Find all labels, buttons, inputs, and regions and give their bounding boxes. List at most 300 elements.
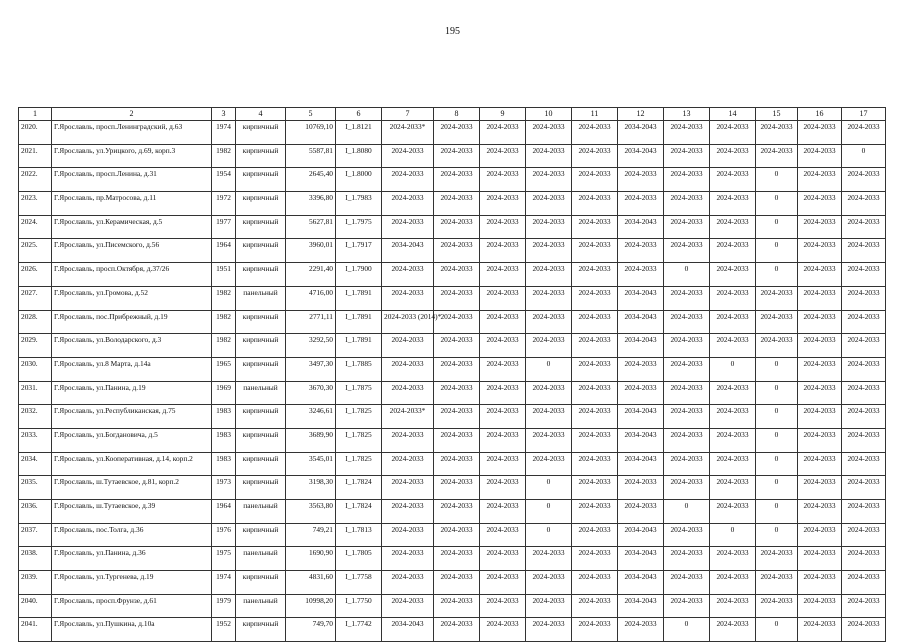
table-cell: 0: [664, 618, 710, 642]
table-cell: 0: [756, 263, 798, 287]
table-cell: 2024-2033: [572, 405, 618, 429]
table-cell: 2024-2033: [382, 357, 434, 381]
table-cell: 10998,20: [286, 594, 336, 618]
table-cell: 4831,60: [286, 571, 336, 595]
table-cell: 2024-2033: [572, 571, 618, 595]
table-cell: 2034-2043: [618, 523, 664, 547]
table-cell: 2024-2033: [710, 121, 756, 145]
table-cell: 2023.: [19, 192, 52, 216]
table-cell: 2024-2033: [664, 357, 710, 381]
table-cell: 2024-2033: [382, 547, 434, 571]
table-cell: 2030.: [19, 357, 52, 381]
table-cell: 2024-2033: [842, 618, 886, 642]
table-cell: 2024-2033: [664, 334, 710, 358]
table-cell: 2024-2033: [382, 452, 434, 476]
table-cell: I_1.8000: [336, 168, 382, 192]
column-header: 12: [618, 108, 664, 121]
table-cell: I_1.7742: [336, 618, 382, 642]
table-cell: 2024-2033: [572, 144, 618, 168]
table-cell: кирпичный: [236, 239, 286, 263]
column-header: 14: [710, 108, 756, 121]
table-cell: 2029.: [19, 334, 52, 358]
table-cell: 2024-2033: [572, 381, 618, 405]
table-cell: I_1.8121: [336, 121, 382, 145]
table-cell: 2024-2033: [798, 286, 842, 310]
table-cell: 2024-2033: [664, 192, 710, 216]
table-cell: 2034-2043: [382, 239, 434, 263]
table-cell: 1951: [212, 263, 236, 287]
table-cell: кирпичный: [236, 523, 286, 547]
table-cell: 2034-2043: [618, 286, 664, 310]
table-cell: 2024-2033: [842, 168, 886, 192]
table-cell: 0: [756, 476, 798, 500]
table-cell: Г.Ярославль, ул.Урицкого, д.69, корп.3: [52, 144, 212, 168]
table-cell: 2024-2033: [572, 286, 618, 310]
table-cell: 2024-2033: [756, 286, 798, 310]
table-row: [19, 594, 886, 618]
column-header: 7: [382, 108, 434, 121]
table-cell: 2771,11: [286, 310, 336, 334]
table-cell: 2024-2033: [710, 310, 756, 334]
table-cell: 2024-2033: [618, 500, 664, 524]
table-cell: 2024-2033: [434, 500, 480, 524]
table-row: [19, 192, 886, 216]
table-cell: 2024-2033: [710, 452, 756, 476]
table-cell: 2024-2033: [710, 144, 756, 168]
table-cell: Г.Ярославль, пос.Толга, д.36: [52, 523, 212, 547]
table-cell: 2021.: [19, 144, 52, 168]
table-cell: Г.Ярославль, пр.Матросова, д.11: [52, 192, 212, 216]
table-cell: 0: [756, 381, 798, 405]
table-cell: 2024-2033: [480, 310, 526, 334]
table-cell: 2034-2043: [382, 618, 434, 642]
table-cell: 2024-2033: [710, 215, 756, 239]
table-header-row: [19, 108, 886, 121]
table-cell: 2024-2033: [798, 168, 842, 192]
table-cell: 2024-2033: [382, 144, 434, 168]
column-header: 17: [842, 108, 886, 121]
table-cell: 2024-2033: [480, 571, 526, 595]
table-cell: 2024-2033: [842, 263, 886, 287]
table-cell: 2024-2033: [710, 263, 756, 287]
table-cell: I_1.7750: [336, 594, 382, 618]
table-cell: кирпичный: [236, 405, 286, 429]
table-cell: 0: [756, 452, 798, 476]
table-cell: 2024-2033: [618, 381, 664, 405]
table-cell: 3198,30: [286, 476, 336, 500]
table-cell: 2024-2033: [798, 452, 842, 476]
table-cell: 2024-2033: [382, 192, 434, 216]
table-cell: панельный: [236, 547, 286, 571]
table-cell: 0: [756, 428, 798, 452]
table-cell: 2034-2043: [618, 144, 664, 168]
table-cell: Г.Ярославль, ул.Республиканская, д.75: [52, 405, 212, 429]
table-cell: 1977: [212, 215, 236, 239]
table-row: [19, 121, 886, 145]
table-cell: 0: [756, 357, 798, 381]
table-cell: 2034-2043: [618, 310, 664, 334]
table-cell: 2024-2033: [664, 286, 710, 310]
table-cell: 5627,81: [286, 215, 336, 239]
table-cell: 2024-2033: [480, 500, 526, 524]
table-cell: 2024-2033: [382, 215, 434, 239]
table-cell: 2024-2033: [480, 334, 526, 358]
table-cell: 2037.: [19, 523, 52, 547]
table-cell: 2024-2033: [480, 239, 526, 263]
table-cell: 2024-2033: [710, 594, 756, 618]
table-cell: 2041.: [19, 618, 52, 642]
table-cell: 2024-2033: [382, 168, 434, 192]
table-cell: Г.Ярославль, ул.Богдановича, д.5: [52, 428, 212, 452]
table-cell: 2024-2033: [526, 405, 572, 429]
table-cell: 2024-2033: [572, 334, 618, 358]
table-cell: 2024-2033: [710, 381, 756, 405]
table-cell: 2024-2033: [434, 215, 480, 239]
table-row: [19, 286, 886, 310]
table-cell: 3545,01: [286, 452, 336, 476]
table-cell: 0: [710, 357, 756, 381]
table-cell: 2024-2033: [480, 594, 526, 618]
table-cell: 2024-2033: [664, 476, 710, 500]
table-cell: 2024-2033: [480, 144, 526, 168]
table-cell: 2024-2033: [842, 571, 886, 595]
table-row: [19, 500, 886, 524]
table-cell: 2024-2033: [842, 357, 886, 381]
table-cell: Г.Ярославль, ул.Панина, д.19: [52, 381, 212, 405]
table-cell: 2024-2033: [842, 476, 886, 500]
table-cell: 2024-2033: [526, 428, 572, 452]
table-cell: 2024-2033: [842, 452, 886, 476]
table-cell: 2024-2033: [798, 192, 842, 216]
table-cell: 2024-2033: [434, 144, 480, 168]
table-cell: 2024-2033: [480, 618, 526, 642]
table-cell: 2024-2033: [710, 618, 756, 642]
table-cell: 2024-2033: [664, 428, 710, 452]
table-cell: 2024-2033: [618, 192, 664, 216]
table-cell: 2024-2033: [798, 571, 842, 595]
table-cell: кирпичный: [236, 263, 286, 287]
table-cell: 2026.: [19, 263, 52, 287]
table-cell: Г.Ярославль, ул.Керамическая, д.5: [52, 215, 212, 239]
table-cell: кирпичный: [236, 310, 286, 334]
table-cell: 2024-2033: [618, 263, 664, 287]
table-cell: Г.Ярославль, просп.Ленина, д.31: [52, 168, 212, 192]
table-cell: 2024-2033: [434, 121, 480, 145]
column-header: 16: [798, 108, 842, 121]
table-cell: кирпичный: [236, 571, 286, 595]
table-cell: кирпичный: [236, 144, 286, 168]
table-cell: I_1.7813: [336, 523, 382, 547]
table-cell: 2024-2033: [526, 618, 572, 642]
table-cell: 2024-2033: [756, 310, 798, 334]
table-cell: 10769,10: [286, 121, 336, 145]
table-cell: 2034-2043: [618, 121, 664, 145]
table-cell: 2024-2033: [798, 263, 842, 287]
table-cell: 2024-2033: [798, 594, 842, 618]
table-cell: I_1.7825: [336, 452, 382, 476]
table-cell: 2034.: [19, 452, 52, 476]
table-row: [19, 215, 886, 239]
table-cell: 2034-2043: [618, 215, 664, 239]
table-row: [19, 168, 886, 192]
table-row: [19, 428, 886, 452]
table-row: [19, 547, 886, 571]
table-cell: 2024-2033 (2014)*: [382, 310, 434, 334]
table-cell: 2024-2033: [618, 618, 664, 642]
table-cell: 2024-2033: [434, 476, 480, 500]
table-cell: 2024-2033: [434, 594, 480, 618]
table-cell: 3396,80: [286, 192, 336, 216]
table-cell: Г.Ярославль, ул.Панина, д.36: [52, 547, 212, 571]
table-cell: 2024-2033: [526, 594, 572, 618]
table-cell: 2024-2033: [382, 500, 434, 524]
table-cell: 2024-2033: [798, 334, 842, 358]
table-cell: кирпичный: [236, 428, 286, 452]
table-cell: Г.Ярославль, ш.Тутаевское, д.39: [52, 500, 212, 524]
table-cell: 2024-2033: [526, 144, 572, 168]
table-cell: 0: [710, 523, 756, 547]
table-cell: 2022.: [19, 168, 52, 192]
table-cell: 2024-2033: [618, 476, 664, 500]
table-cell: 1965: [212, 357, 236, 381]
table-cell: панельный: [236, 500, 286, 524]
table-cell: 2024-2033: [664, 121, 710, 145]
table-cell: I_1.7891: [336, 310, 382, 334]
table-cell: 2024-2033: [572, 500, 618, 524]
table-cell: 2024-2033: [842, 405, 886, 429]
table-cell: 0: [526, 523, 572, 547]
table-cell: 2024-2033: [572, 476, 618, 500]
table-cell: 2024-2033: [434, 263, 480, 287]
table-cell: Г.Ярославль, пос.Прибрежный, д.19: [52, 310, 212, 334]
table-cell: 1979: [212, 594, 236, 618]
table-cell: I_1.7825: [336, 405, 382, 429]
table-cell: 2024-2033: [664, 381, 710, 405]
table-cell: 2020.: [19, 121, 52, 145]
table-cell: 2024-2033: [382, 523, 434, 547]
table-cell: 2024-2033: [572, 523, 618, 547]
table-cell: 749,21: [286, 523, 336, 547]
table-cell: 2024-2033: [664, 239, 710, 263]
table-cell: панельный: [236, 594, 286, 618]
table-row: [19, 381, 886, 405]
table-cell: 2034-2043: [618, 405, 664, 429]
table-cell: 2024-2033: [526, 168, 572, 192]
table-cell: 2034-2043: [618, 334, 664, 358]
page-number: 195: [445, 26, 460, 37]
column-header: 5: [286, 108, 336, 121]
table-cell: 1982: [212, 144, 236, 168]
table-cell: 2024-2033: [480, 547, 526, 571]
table-cell: 2024-2033: [434, 310, 480, 334]
table-cell: 2024-2033: [710, 571, 756, 595]
table-cell: 2024-2033: [526, 452, 572, 476]
table-cell: 2024-2033: [756, 594, 798, 618]
table-cell: 2024-2033: [710, 500, 756, 524]
table-cell: 2024-2033: [434, 286, 480, 310]
table-cell: 2024-2033: [526, 334, 572, 358]
table-cell: 2024-2033: [798, 144, 842, 168]
table-cell: 2024-2033: [572, 263, 618, 287]
table-cell: Г.Ярославль, просп.Ленинградский, д.63: [52, 121, 212, 145]
table-cell: I_1.7885: [336, 357, 382, 381]
table-cell: 2024-2033: [756, 334, 798, 358]
column-header: 11: [572, 108, 618, 121]
table-cell: 2024-2033*: [382, 121, 434, 145]
table-cell: 2024-2033: [798, 618, 842, 642]
table-cell: 2024-2033: [526, 286, 572, 310]
table-cell: 2024-2033: [572, 168, 618, 192]
table-cell: 2024-2033: [382, 594, 434, 618]
table-cell: 2024-2033: [618, 168, 664, 192]
table-cell: Г.Ярославль, ул.Громова, д.52: [52, 286, 212, 310]
table-cell: кирпичный: [236, 357, 286, 381]
table-row: [19, 476, 886, 500]
table-cell: 2033.: [19, 428, 52, 452]
table-cell: 2024-2033: [842, 428, 886, 452]
table-cell: 2024-2033: [664, 452, 710, 476]
table-cell: 2024-2033: [480, 263, 526, 287]
table-cell: 2024-2033: [480, 357, 526, 381]
table-cell: 1952: [212, 618, 236, 642]
table-cell: 2024-2033: [572, 310, 618, 334]
table-cell: 2024-2033: [798, 215, 842, 239]
table-cell: 2024-2033: [842, 215, 886, 239]
table-cell: 4716,00: [286, 286, 336, 310]
table-row: [19, 405, 886, 429]
table-cell: 2024-2033: [798, 121, 842, 145]
table-cell: 2024-2033: [434, 168, 480, 192]
table-cell: 2024-2033: [710, 168, 756, 192]
table-cell: 2024-2033: [434, 334, 480, 358]
table-cell: 2024-2033: [480, 121, 526, 145]
table-cell: 2024-2033: [382, 428, 434, 452]
table-cell: 2024-2033: [664, 547, 710, 571]
table-cell: 1982: [212, 334, 236, 358]
table-cell: 2024-2033: [526, 239, 572, 263]
table-cell: Г.Ярославль, ул.Пушкина, д.10а: [52, 618, 212, 642]
table-cell: 2024-2033: [434, 618, 480, 642]
table-cell: 2024-2033: [756, 121, 798, 145]
table-cell: 1964: [212, 500, 236, 524]
table-cell: 2024-2033: [382, 334, 434, 358]
table-row: [19, 357, 886, 381]
table-cell: 2024-2033: [798, 523, 842, 547]
table-cell: 2024-2033: [710, 476, 756, 500]
table-cell: 2024-2033: [434, 192, 480, 216]
table-cell: 1974: [212, 121, 236, 145]
column-header: 3: [212, 108, 236, 121]
table-cell: 1954: [212, 168, 236, 192]
table-cell: 2024-2033: [480, 215, 526, 239]
table-cell: I_1.7900: [336, 263, 382, 287]
table-cell: 2024-2033: [798, 381, 842, 405]
table-cell: 2024-2033: [480, 523, 526, 547]
table-cell: 2024-2033: [382, 286, 434, 310]
table-cell: 2024-2033: [798, 357, 842, 381]
table-cell: 2024-2033: [798, 310, 842, 334]
table-cell: 2024-2033: [572, 121, 618, 145]
table-cell: 0: [526, 476, 572, 500]
table-cell: 0: [756, 405, 798, 429]
table-row: [19, 571, 886, 595]
table-cell: 2024-2033: [434, 523, 480, 547]
table-cell: 2024-2033: [798, 476, 842, 500]
table-cell: 2024-2033: [798, 405, 842, 429]
table-cell: панельный: [236, 286, 286, 310]
table-cell: кирпичный: [236, 168, 286, 192]
column-header: 10: [526, 108, 572, 121]
table-cell: 2024-2033: [526, 121, 572, 145]
table-cell: 2024-2033: [842, 547, 886, 571]
table-cell: I_1.7891: [336, 334, 382, 358]
column-header: 13: [664, 108, 710, 121]
table-cell: I_1.7875: [336, 381, 382, 405]
table-cell: 2291,40: [286, 263, 336, 287]
column-header: 4: [236, 108, 286, 121]
table-cell: 1983: [212, 452, 236, 476]
table-cell: 2025.: [19, 239, 52, 263]
table-cell: 2024-2033: [664, 144, 710, 168]
table-cell: кирпичный: [236, 476, 286, 500]
table-cell: 2645,40: [286, 168, 336, 192]
table-cell: кирпичный: [236, 452, 286, 476]
table-cell: Г.Ярославль, просп.Октября, д.37/26: [52, 263, 212, 287]
table-cell: 2024-2033: [664, 215, 710, 239]
table-cell: 0: [526, 500, 572, 524]
table-cell: 2024-2033: [756, 144, 798, 168]
table-cell: 2024-2033: [842, 192, 886, 216]
table-cell: Г.Ярославль, ул.8 Марта, д.14а: [52, 357, 212, 381]
table-cell: Г.Ярославль, ул.Тургенева, д.19: [52, 571, 212, 595]
table-row: [19, 618, 886, 642]
table-cell: 2024-2033: [480, 405, 526, 429]
table-cell: 2024-2033: [842, 500, 886, 524]
table-cell: 3563,80: [286, 500, 336, 524]
table-cell: Г.Ярославль, ул.Писемского, д.56: [52, 239, 212, 263]
table-cell: 2024-2033: [434, 239, 480, 263]
table-cell: 2024-2033: [572, 192, 618, 216]
table-cell: 0: [756, 168, 798, 192]
table-cell: 2024-2033: [798, 428, 842, 452]
table-cell: кирпичный: [236, 215, 286, 239]
table-cell: кирпичный: [236, 192, 286, 216]
table-cell: 2024-2033: [842, 239, 886, 263]
table-row: [19, 452, 886, 476]
table-cell: 2024-2033: [842, 594, 886, 618]
table-row: [19, 334, 886, 358]
table-cell: 1975: [212, 547, 236, 571]
table-cell: 1969: [212, 381, 236, 405]
column-header: 6: [336, 108, 382, 121]
table-cell: 2024-2033: [664, 310, 710, 334]
table-cell: I_1.7975: [336, 215, 382, 239]
table-cell: 2024-2033: [382, 571, 434, 595]
table-cell: 2024.: [19, 215, 52, 239]
table-cell: 2024-2033: [526, 547, 572, 571]
table-row: [19, 239, 886, 263]
table-cell: 2039.: [19, 571, 52, 595]
table-cell: 2024-2033: [710, 547, 756, 571]
table-cell: 2031.: [19, 381, 52, 405]
table-cell: 1974: [212, 571, 236, 595]
table-cell: 0: [526, 357, 572, 381]
table-cell: I_1.7825: [336, 428, 382, 452]
table-cell: 2024-2033: [798, 500, 842, 524]
table-cell: 1976: [212, 523, 236, 547]
table-cell: I_1.7824: [336, 500, 382, 524]
table-row: [19, 310, 886, 334]
